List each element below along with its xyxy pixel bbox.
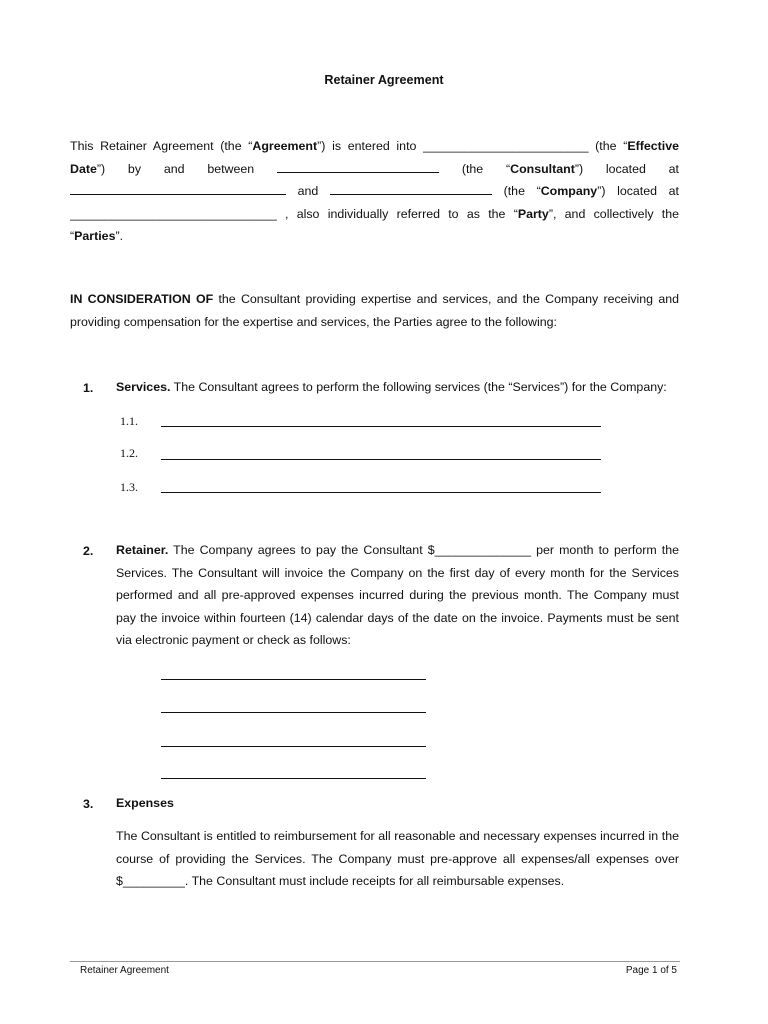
intro-line-2: Date”) by and between (the “Consultant”) located at: [70, 161, 679, 176]
payment-detail-blank-4[interactable]: [161, 766, 426, 779]
intro-paragraph: [70, 135, 679, 248]
payment-detail-blank-3[interactable]: [161, 734, 426, 747]
footer-document-name: Retainer Agreement: [80, 965, 169, 976]
document-title: Retainer Agreement: [324, 73, 444, 87]
intro-line-5: “Parties”.: [70, 229, 124, 243]
section-3-text: The Consultant is entitled to reimbursement for all reasonable and necessary expenses incurred in the course of providing the Services. The Company must pre-approve all expenses/all expenses over $_________. The Consultant must include receipts for all reimbursable expenses.: [116, 829, 679, 888]
payment-detail-blank-2[interactable]: [161, 700, 426, 713]
service-item-1-number: 1.1.: [120, 414, 138, 428]
section-1-text: Services. The Consultant agrees to perform the following services (the “Services”) for the Company:: [116, 380, 667, 394]
payment-detail-blank-1[interactable]: [161, 667, 426, 680]
consultant-address-blank[interactable]: [70, 182, 286, 195]
consideration-paragraph: IN CONSIDERATION OF the Consultant providing expertise and services, and the Company receiving and providing compensation for the expertise and services, the Parties agree to the following:: [70, 292, 679, 329]
intro-line-1: This Retainer Agreement (the “Agreement”) is entered into ________________________ (the “Effective: [70, 139, 679, 153]
section-2-number: 2.: [83, 544, 94, 558]
service-item-2-number: 1.2.: [120, 446, 138, 460]
intro-line-4: ______________________________ , also individually referred to as the “Party”, and collectively the: [70, 206, 679, 221]
section-3-heading: Expenses: [116, 796, 174, 810]
section-1-number: 1.: [83, 381, 94, 395]
footer-page-number: Page 1 of 5: [625, 965, 677, 976]
service-item-3-number: 1.3.: [120, 480, 138, 494]
footer-divider: [70, 961, 680, 962]
service-item-3-blank[interactable]: [161, 480, 601, 493]
section-2-text: Retainer. The Company agrees to pay the Consultant $______________ per month to perform the Services. The Consultant will invoice the Company on the first day of every month for the Services performed and all pre-approved expenses incurred during the previous month. The Company must pay the invoice within fourteen (14) calendar days of the date on the invoice. Payments must be sent via electronic payment or check as follows:: [116, 543, 679, 647]
intro-line-3: and (the “Company”) located at: [70, 180, 679, 203]
consultant-name-blank[interactable]: [277, 160, 439, 173]
company-name-blank[interactable]: [330, 182, 492, 195]
service-item-2-blank[interactable]: [161, 447, 601, 460]
service-item-1-blank[interactable]: [161, 414, 601, 427]
section-3-number: 3.: [83, 797, 94, 811]
